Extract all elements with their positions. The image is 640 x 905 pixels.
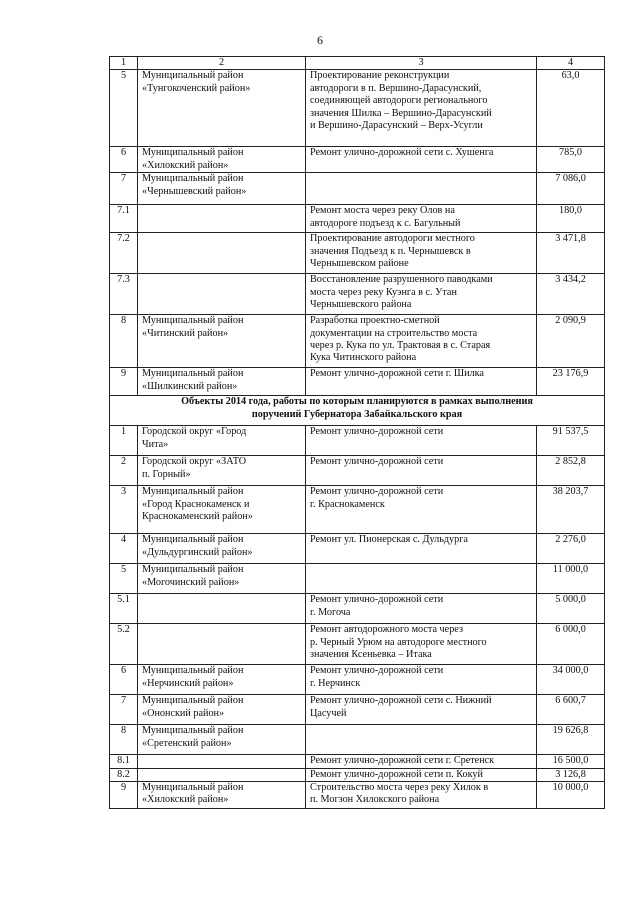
text-line: Городской округ «ЗАТО [142, 456, 247, 468]
objects-table [109, 56, 605, 809]
row-number: 7 [110, 173, 138, 205]
text-line: Проектирование реконструкции [310, 70, 450, 82]
amount-cell: 3 126,8 [537, 768, 605, 781]
row-number: 5.1 [110, 594, 138, 624]
text-line: автодороги в п. Вершино-Дарасунский, [310, 82, 482, 94]
row-number: 5 [110, 564, 138, 594]
table-row [110, 725, 605, 755]
table-row [110, 173, 605, 205]
amount-cell: 6 600,7 [537, 695, 605, 725]
table-row [110, 205, 605, 233]
text-line: «Дульдургинский район» [142, 546, 253, 558]
text-line: автодороге подъезд к с. Багульный [310, 217, 461, 229]
work-cell [306, 70, 537, 147]
text-line: значения Подъезд к п. Чернышевск в [310, 245, 471, 257]
amount-cell: 19 626,8 [537, 725, 605, 755]
text-line: «Тунгокоченский район» [142, 82, 251, 94]
table-row [110, 768, 605, 781]
region-cell [138, 564, 306, 594]
amount-cell: 38 203,7 [537, 486, 605, 534]
work-cell [306, 426, 537, 456]
row-number: 7 [110, 695, 138, 725]
table-row [110, 456, 605, 486]
row-number: 9 [110, 368, 138, 396]
row-number: 2 [110, 456, 138, 486]
text-line: Строительство моста через реку Хилок в [310, 782, 489, 794]
table-row [110, 695, 605, 725]
text-line: Ремонт улично-дорожной сети г. Шилка [310, 368, 484, 380]
text-line: Муниципальный район [142, 173, 244, 185]
work-cell [306, 173, 537, 205]
amount-cell: 5 000,0 [537, 594, 605, 624]
text-line: «Хилокский район» [142, 159, 229, 171]
row-number: 1 [110, 426, 138, 456]
page-number: 6 [317, 33, 323, 47]
region-cell [138, 665, 306, 695]
text-line: документации на строительство моста [310, 327, 478, 339]
text-line: Восстановление разрушенного паводками [310, 274, 493, 286]
region-cell [138, 486, 306, 534]
region-cell [138, 534, 306, 564]
text-line: г. Нерчинск [310, 677, 361, 689]
text-line: Муниципальный район [142, 665, 244, 677]
text-line: «Чернышевский район» [142, 185, 247, 197]
text-line: через р. Кука по ул. Трактовая в с. Старая [310, 340, 491, 352]
row-number: 6 [110, 147, 138, 173]
text-line: «Хилокский район» [142, 794, 229, 806]
text-line: Ремонт улично-дорожной сети с. Хушенга [310, 147, 494, 159]
work-cell [306, 456, 537, 486]
column-header: 4 [537, 57, 605, 70]
text-line: Разработка проектно-сметной [310, 315, 440, 327]
text-line: Ремонт улично-дорожной сети п. Кокуй [310, 768, 483, 780]
table-row [110, 368, 605, 396]
text-line: Ремонт улично-дорожной сети [310, 594, 444, 606]
row-number: 3 [110, 486, 138, 534]
text-line: «Ононский район» [142, 707, 225, 719]
text-line: Кука Читинского района [310, 352, 417, 364]
text-line: Муниципальный район [142, 534, 244, 546]
text-line: Объекты 2014 года, работы по которым планируются в рамках выполнения [181, 396, 533, 408]
text-line: Ремонт улично-дорожной сети [310, 456, 444, 468]
text-line: Муниципальный район [142, 564, 244, 576]
region-cell [138, 768, 306, 781]
text-line: п. Могзон Хилокского района [310, 794, 440, 806]
table-header-row [110, 57, 605, 70]
text-line: значения Шилка – Вершино-Дарасунский [310, 107, 492, 119]
table-row [110, 755, 605, 768]
text-line: и Вершино-Дарасунский – Верх-Усугли [310, 120, 483, 132]
row-number: 8.2 [110, 768, 138, 781]
work-cell [306, 534, 537, 564]
text-line: Муниципальный район [142, 70, 244, 82]
text-line: моста через реку Куэнга в с. Утан [310, 286, 457, 298]
text-line: поручений Губернатора Забайкальского края [251, 408, 463, 420]
table-row [110, 782, 605, 809]
region-cell [138, 755, 306, 768]
region-cell [138, 315, 306, 368]
amount-cell: 180,0 [537, 205, 605, 233]
row-number: 4 [110, 534, 138, 564]
text-line: Ремонт улично-дорожной сети [310, 665, 444, 677]
text-line: Муниципальный район [142, 486, 244, 498]
text-line: Муниципальный район [142, 147, 244, 159]
text-line: «Нерчинский район» [142, 677, 234, 689]
row-number: 8 [110, 315, 138, 368]
region-cell [138, 725, 306, 755]
amount-cell: 6 000,0 [537, 624, 605, 665]
amount-cell: 2 852,8 [537, 456, 605, 486]
text-line: г. Могоча [310, 606, 351, 618]
amount-cell: 91 537,5 [537, 426, 605, 456]
row-number: 5.2 [110, 624, 138, 665]
text-line: Муниципальный район [142, 368, 244, 380]
table-row [110, 486, 605, 534]
region-cell [138, 695, 306, 725]
text-line: Проектирование автодороги местного [310, 233, 475, 245]
text-line: Ремонт улично-дорожной сети с. Нижний [310, 695, 492, 707]
section-header-row [110, 396, 605, 426]
text-line: Ремонт автодорожного моста через [310, 624, 463, 636]
text-line: Городской округ «Город [142, 426, 247, 438]
work-cell [306, 368, 537, 396]
row-number: 7.2 [110, 233, 138, 274]
table-row [110, 147, 605, 173]
text-line: «Читинский район» [142, 327, 229, 339]
table-row [110, 594, 605, 624]
amount-cell: 10 000,0 [537, 782, 605, 809]
amount-cell: 3 434,2 [537, 274, 605, 315]
section-title [110, 396, 605, 426]
text-line: Цасучей [310, 707, 347, 719]
row-number: 6 [110, 665, 138, 695]
region-cell [138, 70, 306, 147]
work-cell [306, 768, 537, 781]
amount-cell: 16 500,0 [537, 755, 605, 768]
amount-cell: 7 086,0 [537, 173, 605, 205]
text-line: Муниципальный район [142, 315, 244, 327]
amount-cell: 2 276,0 [537, 534, 605, 564]
table-row [110, 564, 605, 594]
text-line: «Могочинский район» [142, 576, 240, 588]
work-cell [306, 624, 537, 665]
text-line: Муниципальный район [142, 695, 244, 707]
table-row [110, 624, 605, 665]
text-line: Муниципальный район [142, 725, 244, 737]
region-cell [138, 426, 306, 456]
work-cell [306, 274, 537, 315]
text-line: «Сретенский район» [142, 737, 232, 749]
amount-cell: 23 176,9 [537, 368, 605, 396]
amount-cell: 785,0 [537, 147, 605, 173]
work-cell [306, 695, 537, 725]
text-line: Ремонт улично-дорожной сети г. Сретенск [310, 755, 495, 767]
row-number: 8 [110, 725, 138, 755]
row-number: 7.1 [110, 205, 138, 233]
row-number: 8.1 [110, 755, 138, 768]
text-line: Чернышевском районе [310, 258, 409, 270]
text-line: г. Краснокаменск [310, 498, 385, 510]
region-cell [138, 368, 306, 396]
region-cell [138, 173, 306, 205]
amount-cell: 63,0 [537, 70, 605, 147]
work-cell [306, 594, 537, 624]
text-line: Ремонт моста через реку Олов на [310, 205, 455, 217]
work-cell [306, 147, 537, 173]
region-cell [138, 147, 306, 173]
text-line: значения Ксеньевка – Итака [310, 649, 432, 661]
work-cell [306, 486, 537, 534]
text-line: Ремонт улично-дорожной сети [310, 486, 444, 498]
table-row [110, 274, 605, 315]
table-row [110, 665, 605, 695]
work-cell [306, 755, 537, 768]
work-cell [306, 665, 537, 695]
work-cell [306, 315, 537, 368]
region-cell [138, 624, 306, 665]
amount-cell: 11 000,0 [537, 564, 605, 594]
text-line: Ремонт улично-дорожной сети [310, 426, 444, 438]
work-cell [306, 233, 537, 274]
column-header: 2 [138, 57, 306, 70]
text-line: п. Горный» [142, 468, 191, 480]
row-number: 9 [110, 782, 138, 809]
text-line: Чита» [142, 438, 169, 450]
text-line: Краснокаменский район» [142, 511, 253, 523]
amount-cell: 2 090,9 [537, 315, 605, 368]
table-row [110, 315, 605, 368]
amount-cell: 3 471,8 [537, 233, 605, 274]
region-cell [138, 205, 306, 233]
work-cell [306, 564, 537, 594]
text-line: Чернышевского района [310, 299, 412, 311]
table-row [110, 426, 605, 456]
text-line: Муниципальный район [142, 782, 244, 794]
work-cell [306, 205, 537, 233]
table-row [110, 233, 605, 274]
text-line: Ремонт ул. Пионерская с. Дульдурга [310, 534, 468, 546]
row-number: 5 [110, 70, 138, 147]
region-cell [138, 782, 306, 809]
row-number: 7.3 [110, 274, 138, 315]
text-line: р. Черный Урюм на автодороге местного [310, 636, 487, 648]
column-header: 3 [306, 57, 537, 70]
amount-cell: 34 000,0 [537, 665, 605, 695]
table-row [110, 534, 605, 564]
region-cell [138, 456, 306, 486]
text-line: соединяющей автодороги регионального [310, 95, 488, 107]
text-line: «Город Краснокаменск и [142, 498, 250, 510]
column-header: 1 [110, 57, 138, 70]
work-cell [306, 725, 537, 755]
region-cell [138, 594, 306, 624]
text-line: «Шилкинский район» [142, 380, 238, 392]
region-cell [138, 233, 306, 274]
table-row [110, 70, 605, 147]
work-cell [306, 782, 537, 809]
region-cell [138, 274, 306, 315]
